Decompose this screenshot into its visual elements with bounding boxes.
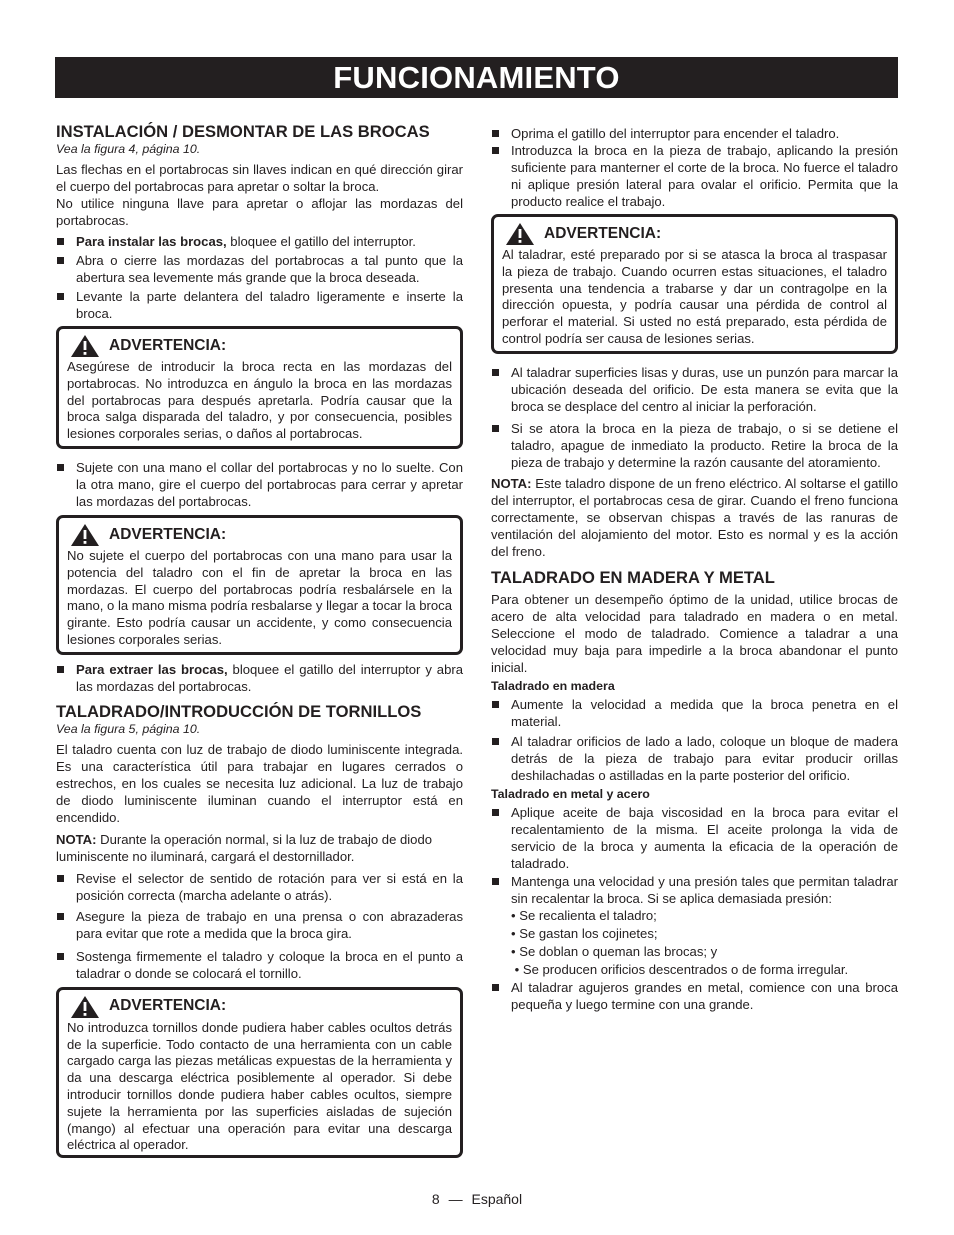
- list-item-text: Oprima el gatillo del interruptor para encender el taladro.: [511, 126, 840, 141]
- list-item: [56, 459, 463, 510]
- subheading-metal: Taladrado en metal y acero: [491, 786, 650, 801]
- list-item: [56, 908, 463, 942]
- list-item-text: bloquee el gatillo del interruptor.: [226, 234, 416, 249]
- list-item: [491, 125, 898, 142]
- warning-text: No introduzca tornillos donde pudiera haber cables ocultos detrás de la superficie. Todo contacto de una herramienta con un cable cargado carga las piezas metálicas expuestas de la herramienta y da una descarga eléctrica posiblemente al operador. Si debe introducir tornillos donde pudiera haber cables ocultos, siempre sujete la herramienta por las superficies aisladas de sujeción (mango) al efectuar una operación para evitar una descarga eléctrica al operador.: [67, 1019, 452, 1153]
- warning-box: [56, 987, 463, 1158]
- warning-text: Al taladrar, esté preparado por si se atasca la broca al traspasar la pieza de trabajo. Cuando ocurren estas situaciones, el taladro presenta una tendencia a trabarse y dar un contragolpe en la dirección opuesta, y podría causar una pérdida de control al perforar el material. Si usted no está preparado, esta pérdida de control podría ser causa de lesiones serias.: [502, 247, 887, 346]
- paragraph: Para obtener un desempeño óptimo de la unidad, utilice brocas de acero de alta velocidad para taladrado en madera o en metal. Seleccione el modo de taladrado. Comience a taladrar a una velocidad muy baja para impedirle a la broca abandonar el punto inicial.: [491, 591, 898, 675]
- paragraph: El taladro cuenta con luz de trabajo de diodo luminiscente integrada. Es una característica útil para trabajar en lugares cerrados o estrechos, en los cuales se necesita luz adicional. La luz de trabajo de diodo luminiscente iluminan cuando el interruptor está en encendido.: [56, 741, 463, 825]
- list-item-text: Aplique aceite de baja viscosidad en la broca para evitar el recalentamiento de la misma. El aceite prolonga la vida de servicio de la broca y aumenta la eficacia de la operación de taladrado.: [511, 804, 898, 871]
- warning-title: ADVERTENCIA:: [109, 336, 227, 354]
- warning-box: [491, 214, 898, 354]
- left-column: [56, 122, 463, 1158]
- warning-triangle-icon: [70, 334, 100, 358]
- bold-lead: Para extraer las brocas,: [76, 661, 228, 677]
- list-item-text: Sujete con una mano el collar del portabrocas y no lo suelte. Con la otra mano, gire el cuerpo del portabrocas para cerrar y apretar las mordazas del portabrocas.: [76, 459, 463, 509]
- warning-triangle-icon: [70, 523, 100, 547]
- list-item: [56, 233, 463, 250]
- bullet-list: [56, 870, 463, 982]
- section-banner: FUNCIONAMIENTO: [55, 57, 898, 98]
- page-footer: [0, 1190, 954, 1208]
- warning-triangle-icon: [70, 995, 100, 1019]
- list-item-text: Sostenga firmemente el taladro y coloque la broca en el punto a taladrar o donde se colocará el tornillo.: [76, 948, 463, 981]
- warning-header: [70, 994, 452, 1020]
- list-item: [491, 142, 898, 210]
- list-item-text: Asegure la pieza de trabajo en una prensa o con abrazaderas para evitar que rote a medida que la broca gira.: [76, 908, 463, 941]
- list-item: [491, 733, 898, 784]
- list-item: [491, 804, 898, 872]
- section-title-taladrado: TALADRADO/INTRODUCCIÓN DE TORNILLOS: [56, 701, 422, 721]
- list-item-text: Aumente la velocidad a medida que la broca penetra en el material.: [511, 696, 898, 729]
- page-number: 8: [431, 1191, 440, 1207]
- bold-lead: Para instalar las brocas,: [76, 234, 227, 249]
- list-item-text: Introduzca la broca en la pieza de trabajo, aplicando la presión suficiente para manterner el corte de la broca. No fuerce el taladro ni aplique presión lateral para ovalar el orificio. Permita que la producto realice el trabajo.: [511, 143, 898, 209]
- bullet-list: [56, 459, 463, 510]
- list-item: [56, 288, 463, 322]
- dot-list: [491, 907, 898, 979]
- warning-header: [70, 333, 452, 359]
- bullet-list: [491, 979, 898, 1013]
- bullet-list: [491, 696, 898, 784]
- footer-dash: —: [448, 1191, 463, 1207]
- warning-title: ADVERTENCIA:: [544, 224, 662, 242]
- list-item-text: Levante la parte delantera del taladro ligeramente e inserte la broca.: [76, 289, 463, 321]
- list-item: [56, 661, 463, 695]
- paragraph: No utilice ninguna llave para apretar o aflojar las mordazas del portabrocas.: [56, 196, 463, 228]
- bullet-list: [491, 364, 898, 471]
- list-item-text: Abra o cierre las mordazas del portabrocas a tal punto que la abertura sea levemente más grande que la broca deseada.: [76, 253, 463, 285]
- footer-language: Español: [471, 1191, 523, 1207]
- dot-item: • Se producen orificios descentrados o de forma irregular.: [511, 961, 849, 977]
- note-paragraph: [56, 831, 463, 865]
- section-title-instalacion: INSTALACIÓN / DESMONTAR DE LAS BROCAS: [56, 122, 430, 141]
- warning-title: ADVERTENCIA:: [109, 997, 227, 1015]
- list-item-text: Al taladrar orificios de lado a lado, coloque un bloque de madera detrás de la pieza de trabajo para evitar producir orillas deshilachadas o astilladas en la parte posterior del orificio.: [511, 733, 898, 783]
- dot-item: • Se gastan los cojinetes;: [511, 925, 658, 941]
- note-text: Durante la operación normal, si la luz de trabajo de diodo luminiscente no iluminará, cargará el destornillador.: [56, 831, 433, 864]
- list-item: [491, 979, 898, 1013]
- paragraph: Las flechas en el portabrocas sin llaves indican en qué dirección girar el cuerpo del portabrocas para apretar o soltar la broca.: [56, 162, 463, 194]
- note-label: NOTA:: [491, 475, 532, 491]
- list-item: [491, 873, 898, 907]
- warning-box: [56, 326, 463, 449]
- warning-text: Asegúrese de introducir la broca recta en las mordazas del portabrocas. No introduzca en ángulo la broca en las mordazas del portabrocas para después apretarla. Podría causar que la broca salga disparada del taladro, y por consecuencia, posibles lesiones corporales serias, o daños al portabrocas.: [67, 359, 452, 442]
- list-item-text: bloquee el gatillo del interruptor y abra las mordazas del portabrocas.: [76, 661, 463, 694]
- right-column: [491, 125, 898, 1013]
- warning-text: No sujete el cuerpo del portabrocas con una mano para usar la potencia del taladro con el fin de apretar la broca en las mordazas. El cuerpo del portabrocas podría resbalársele en la mano, o la mano misma podría resbalarse y llegar a tocar la broca girante. Esto podría causar un accidente, y como consecuencia lesiones corporales serias.: [67, 547, 452, 647]
- list-item-text: Mantenga una velocidad y una presión tales que permitan taladrar sin recalentar la broca. Si se aplica demasiada presión:: [511, 873, 898, 906]
- note-label: NOTA:: [56, 831, 97, 847]
- list-item: [56, 252, 463, 286]
- section-title-madera-metal: TALADRADO EN MADERA Y METAL: [491, 567, 775, 587]
- list-item-text: Al taladrar superficies lisas y duras, use un punzón para marcar la ubicación deseada del orificio. De esta manera se evita que la broca se desplace del centro al iniciar la perforación.: [511, 364, 898, 414]
- bullet-list: [56, 233, 463, 322]
- note-paragraph: [491, 475, 898, 560]
- list-item-text: Si se atora la broca en la pieza de trabajo, o si se detiene el taladro, apague de inmediato la producto. Retire la broca de la pieza de trabajo y determine la razón causante del atoramiento.: [511, 420, 898, 470]
- list-item: [491, 696, 898, 730]
- bullet-list: [491, 804, 898, 907]
- note-text: Este taladro dispone de un freno eléctrico. Al soltarse el gatillo del interruptor, el portabrocas cesa de girar. Cuando el freno funciona correctamente, se observan chispas a través de las ranuras de ventilación del alojamiento del motor. Esto es normal y es la acción del freno.: [491, 475, 898, 559]
- list-item-text: Al taladrar agujeros grandes en metal, comience con una broca pequeña y luego termine con una grande.: [511, 979, 898, 1012]
- dot-item: • Se doblan o queman las brocas; y: [511, 943, 718, 959]
- warning-box: [56, 515, 463, 655]
- figure-reference: Vea la figura 5, página 10.: [56, 721, 201, 736]
- dot-item: • Se recalienta el taladro;: [511, 907, 657, 923]
- list-item: [491, 364, 898, 415]
- bullet-list: [56, 661, 463, 695]
- warning-title: ADVERTENCIA:: [109, 525, 227, 543]
- subheading-madera: Taladrado en madera: [491, 678, 615, 693]
- figure-reference: Vea la figura 4, página 10.: [56, 142, 201, 156]
- warning-triangle-icon: [505, 222, 535, 246]
- warning-header: [505, 221, 887, 247]
- warning-header: [70, 522, 452, 548]
- list-item-text: Revise el selector de sentido de rotación para ver si está en la posición correcta (marcha adelante o atrás).: [76, 870, 463, 903]
- list-item: [56, 870, 463, 904]
- list-item: [56, 948, 463, 982]
- bullet-list: [491, 125, 898, 210]
- list-item: [491, 420, 898, 471]
